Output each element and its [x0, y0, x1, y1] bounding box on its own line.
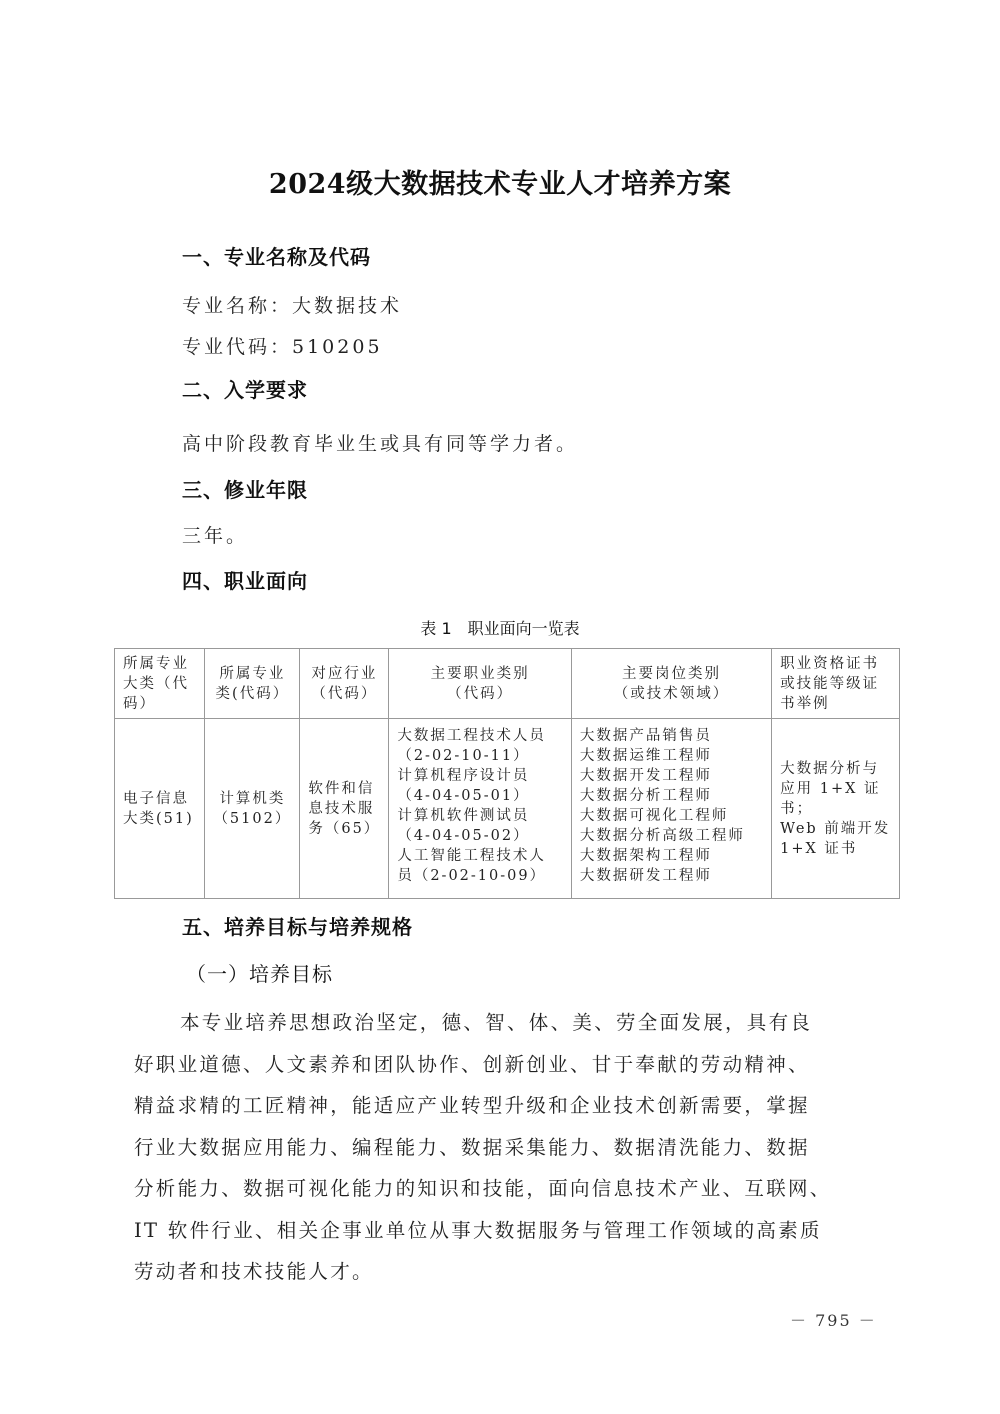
cell-line: 大数据分析与 [780, 760, 880, 777]
header-position-category [571, 649, 771, 719]
cell-line: 务（65） [308, 820, 381, 837]
cell-line: 大数据工程技术人员 [397, 728, 546, 744]
page-number: － 795 － [790, 1311, 877, 1330]
cell-line: 员（2-02-10-09） [397, 868, 547, 884]
cell-line: 计算机程序设计员 [397, 768, 530, 784]
header-line: 所属专业 [123, 655, 189, 672]
cell-position-category [571, 719, 771, 899]
cell-line: 息技术服 [308, 800, 375, 817]
cell-line: 计算机类 [219, 790, 286, 807]
header-line: 主要职业类别 [430, 665, 530, 682]
header-line: （代码） [447, 685, 514, 702]
cell-occupation-category [389, 719, 572, 899]
header-line: 类(代码） [215, 685, 290, 702]
cell-line: 大数据产品销售员 [579, 728, 712, 744]
cell-line: （4-04-05-02） [397, 828, 530, 844]
major-code: 专业代码：510205 [182, 336, 383, 358]
header-line: 主要岗位类别 [621, 665, 721, 682]
cell-major-category [115, 719, 205, 899]
table-caption-text: 表 1 职业面向一览表 [420, 619, 580, 638]
section-heading-career-orientation: 四、职业面向 [182, 569, 308, 593]
cell-line: 计算机软件测试员 [397, 808, 530, 824]
table-header-row [115, 649, 900, 719]
cell-line: 电子信息 [123, 790, 189, 807]
header-line: 大类（代 [123, 675, 189, 692]
cell-line: 大数据架构工程师 [579, 848, 712, 864]
cell-line: （2-02-10-11） [397, 748, 530, 764]
cell-line: （4-04-05-01） [397, 788, 530, 804]
cell-line: 1+X 证书 [780, 840, 858, 857]
section-heading-study-duration: 三、修业年限 [182, 478, 308, 502]
header-major-category [115, 649, 205, 719]
paragraph-line: 分析能力、数据可视化能力的知识和技能，面向信息技术产业、互联网、 [134, 1177, 832, 1200]
header-certificates [772, 649, 900, 719]
paragraph-line: 行业大数据应用能力、编程能力、数据采集能力、数据清洗能力、数据 [134, 1135, 810, 1159]
header-line: （代码） [311, 685, 378, 702]
header-line: 职业资格证书 [780, 655, 880, 672]
section-heading-admission: 二、入学要求 [182, 378, 308, 402]
section-heading-training-goals: 五、培养目标与培养规格 [182, 915, 413, 939]
paragraph-line: 劳动者和技术技能人才。 [134, 1260, 374, 1283]
paragraph-line: 好职业道德、人文素养和团队协作、创新创业、甘于奉献的劳动精神、 [134, 1052, 810, 1076]
cell-line: 书； [780, 800, 814, 817]
cell-major-class [205, 719, 300, 899]
major-name: 专业名称：大数据技术 [182, 295, 403, 317]
cell-line: Web 前端开发 [780, 820, 891, 837]
cell-line: 大数据开发工程师 [579, 768, 712, 784]
paragraph-line: IT 软件行业、相关企事业单位从事大数据服务与管理工作领域的高素质 [134, 1218, 822, 1242]
cell-line: 应用 1+X 证 [780, 780, 881, 797]
training-objective-paragraph [134, 1002, 864, 1293]
table-row [115, 719, 900, 899]
cell-line: 软件和信 [308, 780, 375, 797]
admission-requirement: 高中阶段教育毕业生或具有同等学力者。 [182, 433, 579, 455]
header-line: 所属专业 [219, 665, 286, 682]
header-line: 码） [123, 695, 156, 712]
paragraph-line: 本专业培养思想政治坚定，德、智、体、美、劳全面发展，具有良 [180, 1011, 813, 1034]
header-line: 对应行业 [311, 665, 378, 682]
header-industry [300, 649, 389, 719]
paragraph-line: 精益求精的工匠精神，能适应产业转型升级和企业技术创新需要，掌握 [134, 1094, 810, 1117]
document-title: 2024级大数据技术专业人才培养方案 [268, 169, 732, 200]
subsection-heading-training-objective: （一）培养目标 [186, 962, 333, 986]
cell-line: 大类(51) [123, 810, 194, 827]
cell-line: 大数据研发工程师 [579, 868, 712, 884]
cell-line: 大数据运维工程师 [579, 748, 712, 764]
study-duration: 三年。 [182, 525, 249, 547]
header-line: （或技术领域） [613, 685, 730, 702]
cell-line: 大数据分析高级工程师 [579, 828, 745, 844]
cell-line: 大数据分析工程师 [579, 788, 712, 804]
header-occupation-category [389, 649, 572, 719]
cell-line: 大数据可视化工程师 [579, 808, 729, 824]
header-line: 书举例 [780, 695, 830, 712]
cell-line: （5102） [213, 810, 292, 827]
career-orientation-table [114, 648, 900, 899]
cell-line: 人工智能工程技术人 [397, 848, 546, 864]
section-heading-major-name-code: 一、专业名称及代码 [182, 245, 371, 269]
cell-industry [300, 719, 389, 899]
header-line: 或技能等级证 [780, 675, 880, 692]
cell-certificates [772, 719, 900, 899]
table-caption [0, 616, 1000, 639]
header-major-class [205, 649, 300, 719]
